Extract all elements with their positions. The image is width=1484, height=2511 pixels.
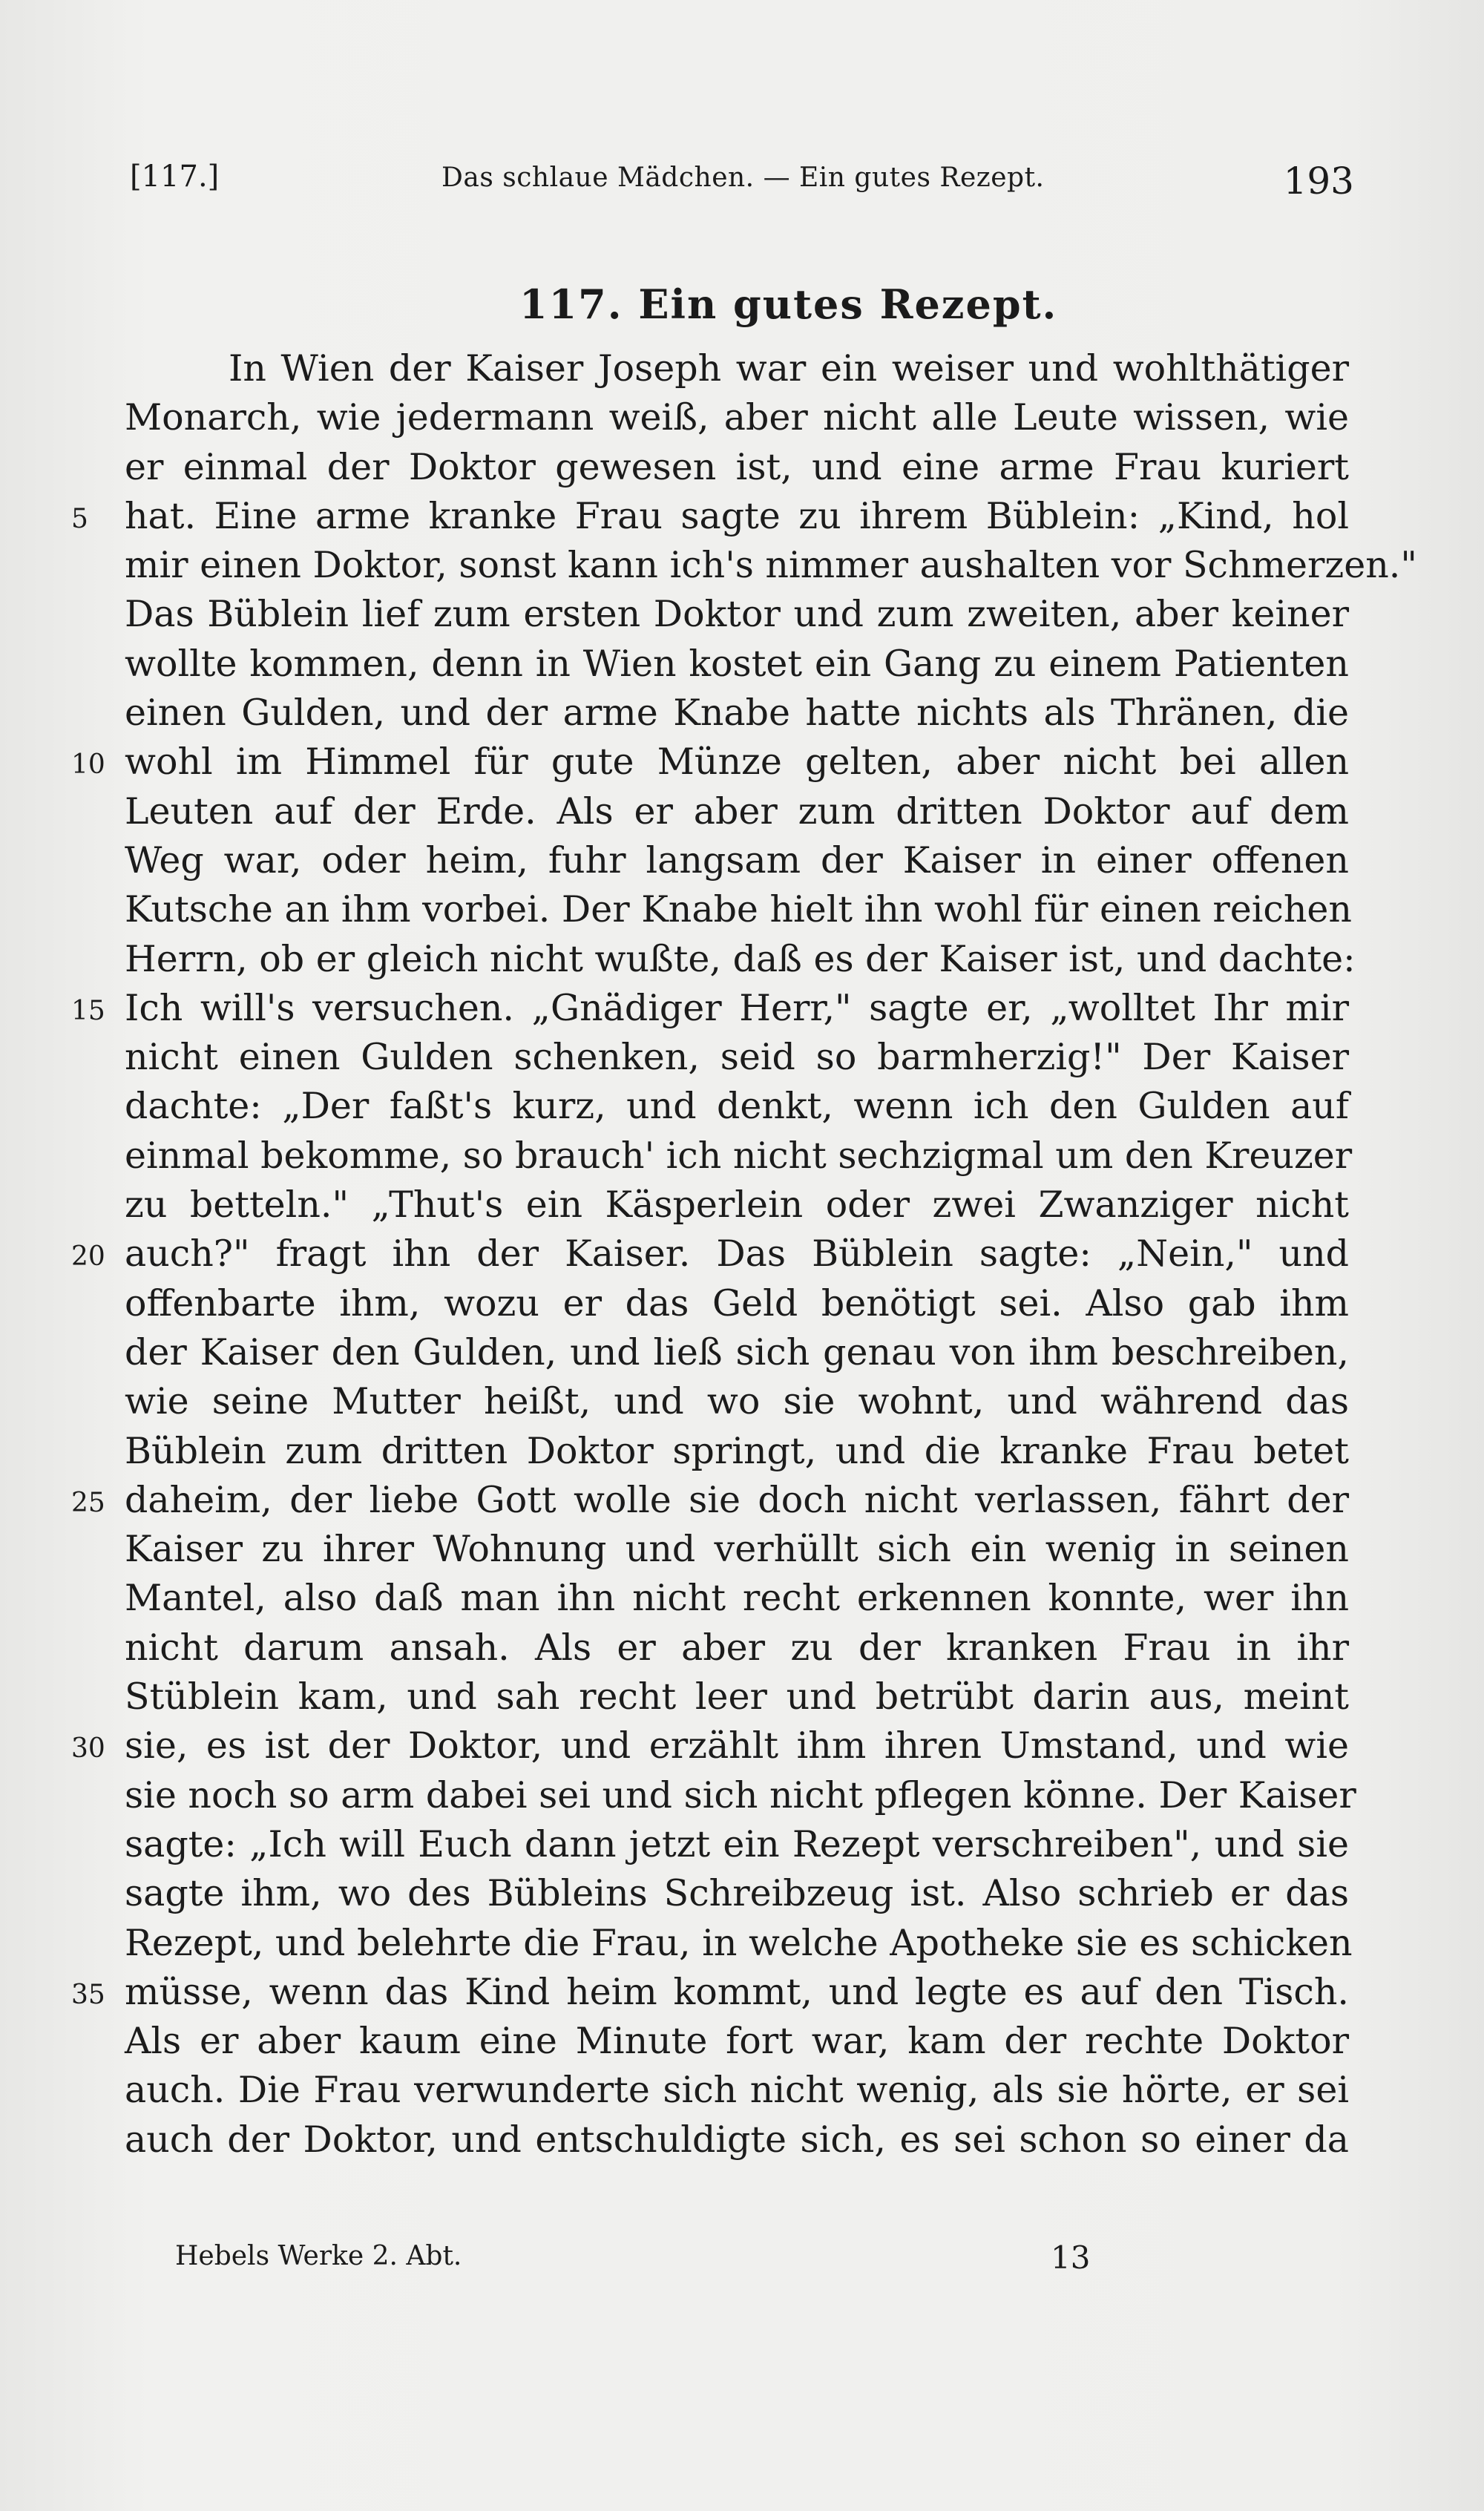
line-text: In Wien der Kaiser Joseph war ein weiser und wohlthätiger bbox=[229, 347, 1349, 390]
line-text: Das Büblein lief zum ersten Doktor und zum zweiten, aber keiner bbox=[125, 593, 1349, 636]
line-text: sagte ihm, wo des Bübleins Schreibzeug ist. Also schrieb er das bbox=[125, 1872, 1349, 1915]
line-text: Kaiser zu ihrer Wohnung und verhüllt sich ein wenig in seinen bbox=[125, 1528, 1349, 1571]
line-text: Weg war, oder heim, fuhr langsam der Kaiser in einer offenen bbox=[125, 838, 1349, 882]
line-text: hat. Eine arme kranke Frau sagte zu ihrem Büblein: „Kind, hol bbox=[125, 494, 1349, 537]
line-text: zu betteln." „Thut's ein Käsperlein oder zwei Zwanziger nicht bbox=[125, 1184, 1349, 1227]
text-line bbox=[125, 640, 1349, 689]
line-text: wohl im Himmel für gute Münze gelten, aber nicht bei allen bbox=[125, 741, 1349, 784]
text-line bbox=[125, 1673, 1349, 1721]
line-text: wollte kommen, denn in Wien kostet ein Gang zu einem Patienten bbox=[125, 642, 1349, 685]
line-text: nicht darum ansah. Als er aber zu der kranken Frau in ihr bbox=[125, 1626, 1349, 1669]
line-text: wie seine Mutter heißt, und wo sie wohnt, und während das bbox=[125, 1380, 1349, 1423]
line-number: 30 bbox=[71, 1733, 105, 1765]
text-line bbox=[125, 1427, 1349, 1476]
text-line bbox=[125, 689, 1349, 738]
text-line bbox=[125, 541, 1417, 590]
line-number: 25 bbox=[71, 1487, 105, 1518]
line-text: Stüblein kam, und sah recht leer und betrübt darin aus, meint bbox=[125, 1675, 1349, 1719]
text-line bbox=[125, 1869, 1349, 1918]
line-text: mir einen Doktor, sonst kann ich's nimmer aushalten vor Schmerzen." bbox=[125, 544, 1417, 587]
text-line bbox=[71, 1476, 1349, 1525]
line-text: Als er aber kaum eine Minute fort war, kam der rechte Doktor bbox=[125, 2020, 1349, 2063]
line-text: Büblein zum dritten Doktor springt, und die kranke Frau betet bbox=[125, 1429, 1349, 1472]
running-title: Das schlaue Mädchen. — Ein gutes Rezept. bbox=[441, 163, 1045, 193]
text-line bbox=[125, 1820, 1349, 1869]
line-text: Monarch, wie jedermann weiß, aber nicht alle Leute wissen, wie bbox=[125, 396, 1349, 439]
text-line bbox=[125, 1132, 1353, 1181]
line-text: auch?" fragt ihn der Kaiser. Das Büblein sagte: „Nein," und bbox=[125, 1232, 1349, 1276]
text-line bbox=[125, 787, 1349, 836]
text-line bbox=[125, 1181, 1349, 1230]
text-line bbox=[125, 344, 1349, 393]
line-number: 35 bbox=[71, 1979, 105, 2010]
text-line bbox=[125, 2066, 1349, 2115]
text-line bbox=[71, 1968, 1349, 2017]
line-text: der Kaiser den Gulden, und ließ sich genau von ihm beschreiben, bbox=[125, 1330, 1349, 1373]
line-text: Mantel, also daß man ihn nicht recht erkennen konnte, wer ihn bbox=[125, 1577, 1349, 1620]
text-line bbox=[125, 443, 1349, 492]
text-line bbox=[125, 1328, 1349, 1377]
line-text: Herrn, ob er gleich nicht wußte, daß es der Kaiser ist, und dachte: bbox=[125, 937, 1356, 980]
line-text: müsse, wenn das Kind heim kommt, und legte es auf den Tisch. bbox=[125, 1970, 1349, 2013]
text-line bbox=[125, 1574, 1349, 1623]
line-number: 5 bbox=[71, 503, 88, 534]
line-text: sie noch so arm dabei sei und sich nicht pflegen könne. Der Kaiser bbox=[125, 1773, 1356, 1816]
text-line bbox=[71, 984, 1349, 1033]
line-text: er einmal der Doktor gewesen ist, und eine arme Frau kuriert bbox=[125, 445, 1349, 488]
text-line bbox=[71, 1230, 1349, 1279]
text-line bbox=[125, 1525, 1349, 1574]
text-line bbox=[125, 1624, 1349, 1673]
text-line bbox=[125, 885, 1352, 934]
book-title-footer: Hebels Werke 2. Abt. bbox=[175, 2241, 462, 2271]
line-text: auch. Die Frau verwunderte sich nicht wenig, als sie hörte, er sei bbox=[125, 2069, 1349, 2112]
text-line bbox=[125, 2017, 1349, 2066]
line-number: 15 bbox=[71, 995, 105, 1026]
line-text: dachte: „Der faßt's kurz, und denkt, wenn ich den Gulden auf bbox=[125, 1085, 1349, 1128]
line-text: Leuten auf der Erde. Als er aber zum dritten Doktor auf dem bbox=[125, 790, 1349, 833]
body-text bbox=[71, 344, 1417, 2164]
running-head bbox=[130, 160, 1354, 204]
text-line bbox=[125, 935, 1356, 984]
page-number: 193 bbox=[1283, 160, 1354, 203]
line-number: 20 bbox=[71, 1241, 105, 1273]
text-line bbox=[125, 590, 1349, 639]
page-footer bbox=[175, 2241, 1362, 2285]
line-text: sagte: „Ich will Euch dann jetzt ein Rezept verschreiben", und sie bbox=[125, 1822, 1349, 1865]
line-text: Rezept, und belehrte die Frau, in welche Apotheke sie es schicken bbox=[125, 1921, 1353, 1964]
text-line bbox=[71, 738, 1349, 787]
section-number: [117.] bbox=[130, 160, 220, 194]
line-text: einmal bekomme, so brauch' ich nicht sechzigmal um den Kreuzer bbox=[125, 1134, 1353, 1177]
line-text: einen Gulden, und der arme Knabe hatte nichts als Thränen, die bbox=[125, 692, 1349, 735]
text-line bbox=[71, 1721, 1349, 1770]
text-line bbox=[125, 1377, 1349, 1426]
text-line bbox=[125, 2116, 1349, 2164]
line-text: sie, es ist der Doktor, und erzählt ihm ihren Umstand, und wie bbox=[125, 1724, 1349, 1767]
line-text: daheim, der liebe Gott wolle sie doch nicht verlassen, fährt der bbox=[125, 1478, 1349, 1521]
line-number: 10 bbox=[71, 749, 105, 781]
line-text: Kutsche an ihm vorbei. Der Knabe hielt ihn wohl für einen reichen bbox=[125, 888, 1352, 931]
text-line bbox=[125, 1919, 1353, 1968]
text-line bbox=[125, 393, 1349, 442]
line-text: auch der Doktor, und entschuldigte sich, es sei schon so einer da bbox=[125, 2118, 1349, 2161]
story-title: 117. Ein gutes Rezept. bbox=[519, 280, 1058, 328]
line-text: offenbarte ihm, wozu er das Geld benötigt sei. Also gab ihm bbox=[125, 1281, 1349, 1325]
signature-mark: 13 bbox=[1051, 2239, 1091, 2276]
line-text: Ich will's versuchen. „Gnädiger Herr," sagte er, „wolltet Ihr mir bbox=[125, 986, 1349, 1029]
line-text: nicht einen Gulden schenken, seid so barmherzig!" Der Kaiser bbox=[125, 1036, 1349, 1079]
text-line bbox=[71, 492, 1349, 541]
text-line bbox=[125, 836, 1349, 885]
text-line bbox=[125, 1082, 1349, 1131]
text-line bbox=[125, 1033, 1349, 1082]
text-line bbox=[125, 1279, 1349, 1328]
text-line bbox=[125, 1771, 1356, 1820]
